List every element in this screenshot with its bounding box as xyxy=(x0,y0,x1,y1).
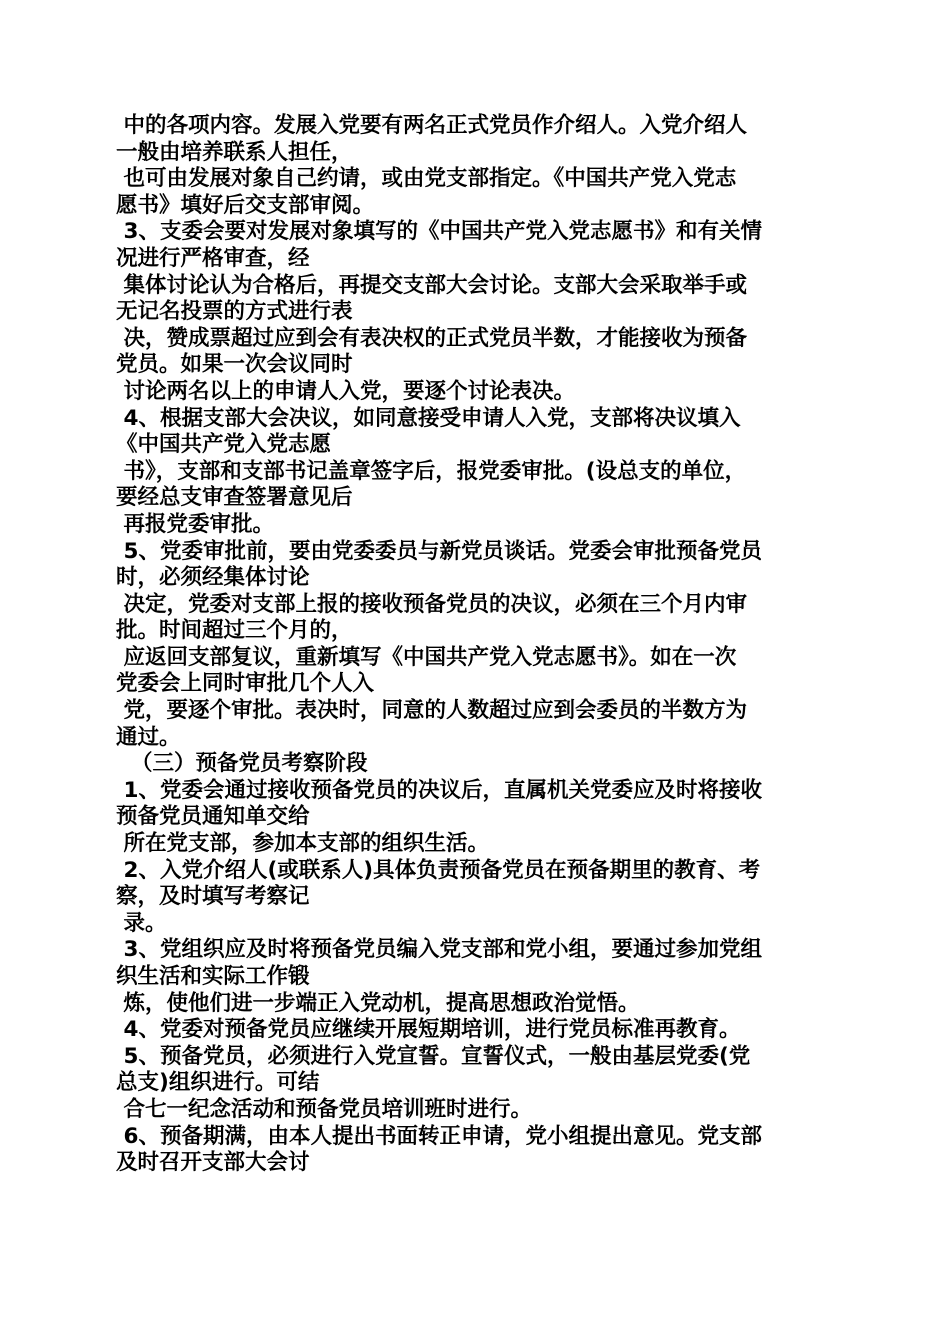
text-line: 要经总支审查签署意见后 xyxy=(116,485,353,511)
text-line: 炼，使他们进一步端正入党动机，提高思想政治觉悟。 xyxy=(116,990,640,1016)
text-line: 决，赞成票超过应到会有表决权的正式党员半数，才能接收为预备 xyxy=(116,325,747,351)
text-line: 6、预备期满，由本人提出书面转正申请，党小组提出意见。党支部 xyxy=(116,1123,762,1149)
text-line: 无记名投票的方式进行表 xyxy=(116,299,353,325)
text-line: 总支)组织进行。可结 xyxy=(116,1070,320,1096)
text-line: 5、党委审批前，要由党委委员与新党员谈话。党委会审批预备党员 xyxy=(116,538,762,564)
text-line: 批。时间超过三个月的， xyxy=(116,618,353,644)
text-line: 3、党组织应及时将预备党员编入党支部和党小组，要通过参加党组 xyxy=(116,937,762,963)
text-line: 1、党委会通过接收预备党员的决议后，直属机关党委应及时将接收 xyxy=(116,777,762,803)
text-line: 录。 xyxy=(116,910,167,936)
body-text xyxy=(116,113,836,1177)
text-line: 党委会上同时审批几个人入 xyxy=(116,671,375,697)
text-line: 党，要逐个审批。表决时，同意的人数超过应到会委员的半数方为 xyxy=(116,698,747,724)
text-line: 决定，党委对支部上报的接收预备党员的决议，必须在三个月内审 xyxy=(116,591,747,617)
text-line: 也可由发展对象自己约请，或由党支部指定。《中国共产党入党志 xyxy=(116,166,737,192)
text-line: 集体讨论认为合格后，再提交支部大会讨论。支部大会采取举手或 xyxy=(116,272,747,298)
text-line: 愿书》填好后交支部审阅。 xyxy=(116,192,375,218)
text-line: 通过。 xyxy=(116,724,181,750)
text-line: 3、支委会要对发展对象填写的《中国共产党入党志愿书》和有关情 xyxy=(116,219,762,245)
text-line: 一般由培养联系人担任， xyxy=(116,139,353,165)
text-line: 察，及时填写考察记 xyxy=(116,884,310,910)
text-line: 《中国共产党入党志愿 xyxy=(116,432,332,458)
text-line: 织生活和实际工作锻 xyxy=(116,964,310,989)
text-line: 及时召开支部大会讨 xyxy=(116,1150,310,1176)
text-line: 4、党委对预备党员应继续开展短期培训，进行党员标准再教育。 xyxy=(116,1017,741,1043)
text-line: 况进行严格审查，经 xyxy=(116,245,310,271)
text-line: 预备党员通知单交给 xyxy=(116,804,310,830)
text-line: 书》，支部和支部书记盖章签字后，报党委审批。(设总支的单位， xyxy=(116,458,747,484)
text-line: 时，必须经集体讨论 xyxy=(116,565,310,591)
text-line: 2、入党介绍人(或联系人)具体负责预备党员在预备期里的教育、考 xyxy=(116,857,761,883)
text-line: 5、预备党员，必须进行入党宣誓。宣誓仪式，一般由基层党委(党 xyxy=(116,1043,751,1069)
text-line: 应返回支部复议，重新填写《中国共产党入党志愿书》。如在一次 xyxy=(116,644,737,670)
text-line: 再报党委审批。 xyxy=(116,511,274,537)
text-line: 党员。如果一次会议同时 xyxy=(116,352,353,378)
text-line: 讨论两名以上的申请人入党，要逐个讨论表决。 xyxy=(116,378,575,404)
text-line: 中的各项内容。发展入党要有两名正式党员作介绍人。入党介绍人 xyxy=(116,113,747,138)
text-line: 4、根据支部大会决议，如同意接受申请人入党，支部将决议填入 xyxy=(116,405,741,431)
section-heading: （三）预备党员考察阶段 xyxy=(116,751,368,777)
text-line: 合七一纪念活动和预备党员培训班时进行。 xyxy=(116,1096,532,1122)
text-line: 所在党支部，参加本支部的组织生活。 xyxy=(116,831,489,857)
